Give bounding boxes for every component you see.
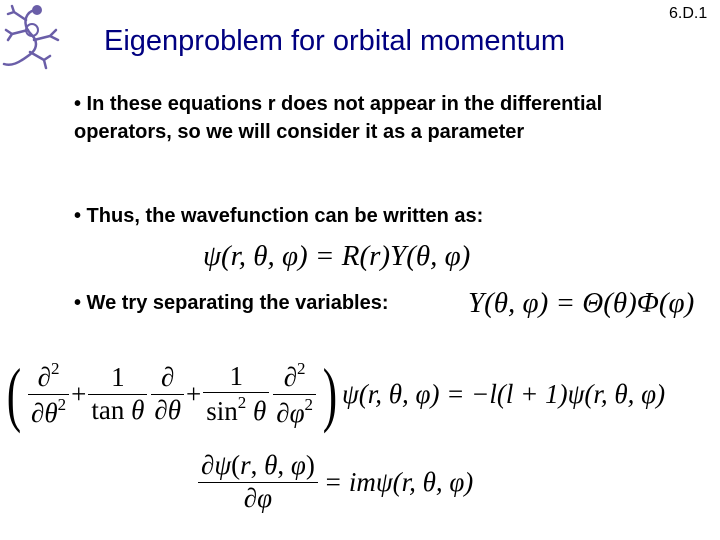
fraction-d2-dphi2: $\frac{\partial^2}{\partial\varphi^2}$ bbox=[273, 359, 316, 428]
angular-rhs: ψ(r, θ, φ) = −l(l + 1)ψ(r, θ, φ) bbox=[341, 378, 666, 409]
gecko-logo-icon bbox=[0, 0, 74, 74]
angular-equation: ( $\frac{\partial^2}{\partial\theta^2}$ + $\frac{1}{\text{tan θ}}$ $\frac{\partial}{\partial\theta}$ + $\frac{1}{\sin^2 \theta}$ $\frac{\partial^2}{\partial\varphi^2}$ ) ψ(r, θ, φ) = −l(l + 1)ψ(r, θ, φ) bbox=[6, 354, 666, 434]
bullet-wavefunction: • Thus, the wavefunction can be written as: bbox=[74, 205, 484, 227]
separation-equation: Y(θ, φ) = Θ(θ)Φ(φ) bbox=[468, 287, 695, 319]
fraction-d2-dtheta2: $\frac{\partial^2}{\partial\theta^2}$ bbox=[28, 359, 69, 428]
azimuthal-equation bbox=[196, 442, 473, 522]
left-paren: ( bbox=[6, 354, 22, 434]
bullet-separation: • We try separating the variables: bbox=[74, 292, 389, 314]
bullet-parameter: • In these equations r does not appear in the differential operators, so we will consider it as a parameter bbox=[74, 93, 603, 143]
slide-number: 6.D.1 bbox=[669, 5, 708, 22]
wavefunction-equation: ψ(r, θ, φ) = R(r)Y(θ, φ) bbox=[203, 240, 471, 272]
page-title: Eigenproblem for orbital momentum bbox=[104, 25, 565, 57]
fraction-1-sin2: $\frac{1}{\sin^2 \theta}$ bbox=[203, 361, 269, 427]
fraction-dpsi-dphi: $\frac{\partial\psi(r, \theta, \varphi)}{\partial\varphi}$ bbox=[198, 450, 318, 513]
fraction-1-tan: $\frac{1}{\text{tan θ}}$ bbox=[88, 362, 147, 425]
azimuthal-rhs: = imψ(r, θ, φ) bbox=[323, 466, 474, 497]
right-paren: ) bbox=[322, 354, 338, 434]
fraction-d-dtheta: $\frac{\partial}{\partial\theta}$ bbox=[151, 362, 184, 425]
